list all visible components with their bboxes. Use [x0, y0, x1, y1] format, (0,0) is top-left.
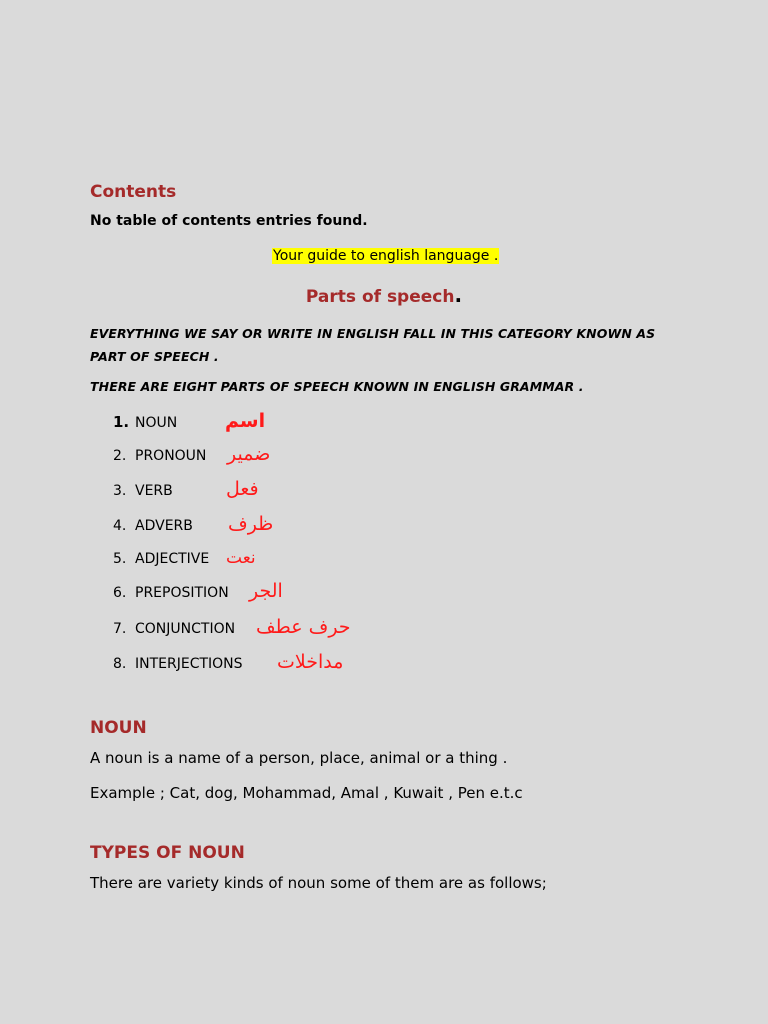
- list-item: [113, 478, 259, 500]
- guide-line-text: Your guide to english language .: [273, 248, 499, 264]
- list-item: [113, 616, 351, 638]
- list-item-number: 7.: [113, 621, 127, 637]
- list-item-arabic: فعل: [226, 478, 259, 500]
- list-item-arabic: اسم: [225, 410, 266, 432]
- list-item-number: 5.: [113, 551, 127, 567]
- list-item-arabic: ضمير: [227, 443, 271, 465]
- list-item-label: ADVERB: [135, 518, 193, 534]
- noun-example: Example ; Cat, dog, Mohammad, Amal , Kuwait , Pen e.t.c: [90, 784, 523, 802]
- intro-line-3: THERE ARE EIGHT PARTS OF SPEECH KNOWN IN ENGLISH GRAMMAR .: [90, 379, 584, 394]
- types-of-noun-heading: TYPES OF NOUN: [90, 843, 245, 863]
- list-item-number: 1.: [113, 413, 130, 431]
- types-of-noun-text: There are variety kinds of noun some of them are as follows;: [90, 874, 547, 892]
- list-item-label: VERB: [135, 483, 173, 499]
- page-title-text: Parts of speech: [305, 287, 455, 307]
- noun-heading: NOUN: [90, 718, 147, 738]
- list-item-label: CONJUNCTION: [135, 621, 236, 637]
- list-item-number: 2.: [113, 448, 127, 464]
- list-item-arabic: مداخلات: [277, 651, 344, 673]
- contents-heading: Contents: [90, 182, 177, 202]
- list-item-label: NOUN: [135, 415, 178, 431]
- list-item-number: 6.: [113, 585, 127, 601]
- guide-line: [272, 245, 499, 264]
- page-title: [0, 283, 768, 307]
- list-item-arabic: الجر: [249, 580, 283, 602]
- list-item: [113, 513, 273, 535]
- list-item-label: PREPOSITION: [135, 585, 229, 601]
- list-item: [113, 410, 265, 432]
- noun-definition: A noun is a name of a person, place, animal or a thing .: [90, 749, 508, 767]
- list-item-label: PRONOUN: [135, 448, 207, 464]
- list-item-label: INTERJECTIONS: [135, 656, 243, 672]
- page-title-dot: .: [454, 283, 463, 307]
- list-item-arabic: حرف عطف: [256, 616, 351, 638]
- list-item-label: ADJECTIVE: [135, 551, 210, 567]
- list-item-arabic: نعت: [226, 548, 256, 568]
- list-item: [113, 580, 283, 602]
- list-item-number: 8.: [113, 656, 127, 672]
- list-item-number: 3.: [113, 483, 127, 499]
- list-item-number: 4.: [113, 518, 127, 534]
- list-item: [113, 651, 343, 673]
- list-item: [113, 443, 270, 465]
- intro-line-1: EVERYTHING WE SAY OR WRITE IN ENGLISH FALL IN THIS CATEGORY KNOWN AS: [90, 326, 656, 341]
- list-item-arabic: ظرف: [228, 513, 274, 535]
- toc-empty-message: No table of contents entries found.: [90, 213, 368, 229]
- list-item: [113, 548, 256, 568]
- intro-line-2: PART OF SPEECH .: [90, 349, 219, 364]
